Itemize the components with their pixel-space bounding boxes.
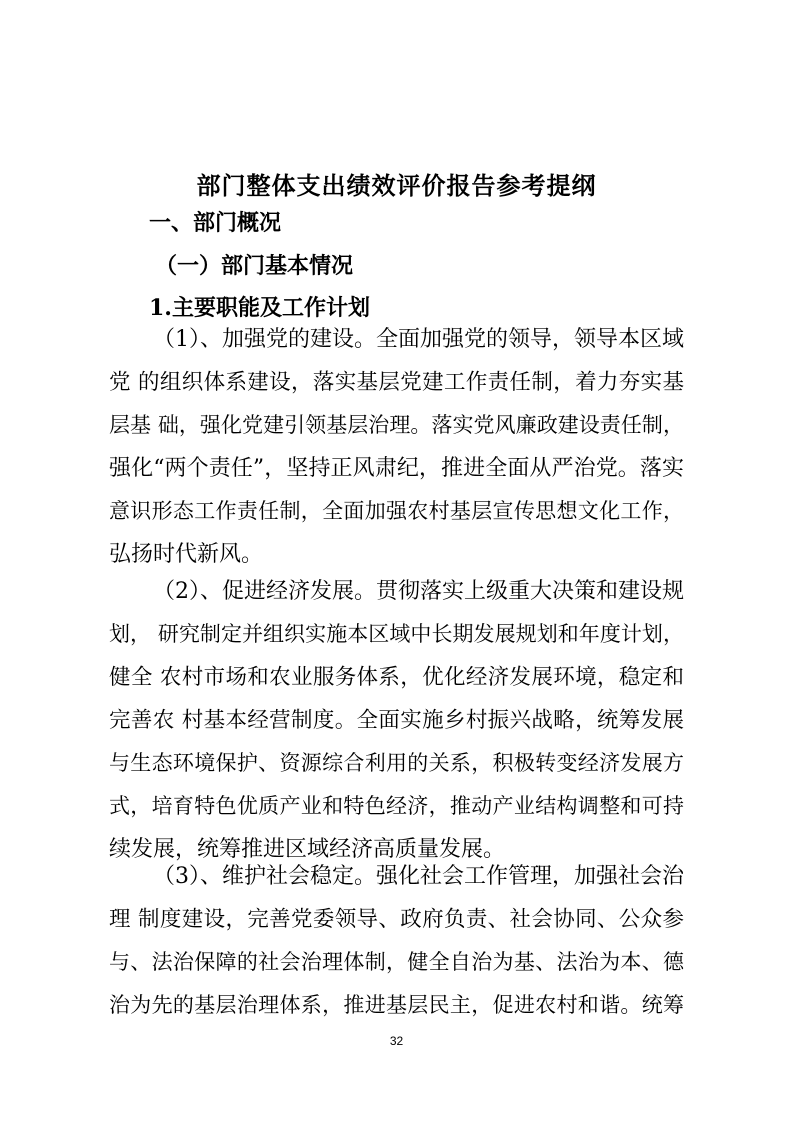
paragraph-line: 弘扬时代新风。 <box>109 542 264 567</box>
paragraph-line: 治为先的基层治理体系，推进基层民主，促进农村和谐。统筹 <box>109 993 684 1017</box>
document-title: 部门整体支出绩效评价报告参考提纲 <box>196 171 597 200</box>
paragraph-line: （3）、维护社会稳定。强化社会工作管理，加强社会治 <box>153 864 684 889</box>
paragraph-line: 意识形态工作责任制，全面加强农村基层宣传思想文化工作， <box>109 499 684 523</box>
paragraph-line: 层基 础，强化党建引领基层治理。落实党风廉政建设责任制， <box>109 413 684 437</box>
paragraph-line: 与生态环境保护、资源综合利用的关系，积极转变经济发展方 <box>109 751 684 775</box>
paragraph-line: 健全 农村市场和农业服务体系，优化经济发展环境，稳定和 <box>109 665 684 690</box>
paragraph-economic-development <box>109 570 684 871</box>
paragraph-social-stability <box>109 855 684 1027</box>
paragraph-party-building <box>109 318 684 576</box>
paragraph-line: （2）、促进经济发展。贯彻落实上级重大决策和建设规 <box>153 579 684 604</box>
paragraph-line: 强化“两个责任”，坚持正风肃纪，推进全面从严治党。落实 <box>109 456 684 481</box>
section-heading-overview: 一、部门概况 <box>149 210 282 236</box>
paragraph-line: 续发展，统筹推进区域经济高质量发展。 <box>109 837 506 862</box>
paragraph-line: 理 制度建设，完善党委领导、政府负责、社会协同、公众参 <box>109 907 684 932</box>
paragraph-line: 划， 研究制定并组织实施本区域中长期发展规划和年度计划， <box>109 622 684 646</box>
paragraph-line: 党 的组织体系建设，落实基层党建工作责任制，着力夯实基 <box>109 370 684 395</box>
item-heading-functions-plan: 1.主要职能及工作计划 <box>149 295 370 321</box>
subsection-heading-basic-info: （一）部门基本情况 <box>155 253 354 279</box>
paragraph-line: 式，培育特色优质产业和特色经济，推动产业结构调整和可持 <box>109 794 684 818</box>
paragraph-line: 完善农 村基本经营制度。全面实施乡村振兴战略，统筹发展 <box>109 708 684 733</box>
paragraph-line: 与、法治保障的社会治理体制，健全自治为基、法治为本、德 <box>109 950 684 974</box>
page-number: 32 <box>389 1034 404 1048</box>
paragraph-line: （1）、加强党的建设。全面加强党的领导，领导本区域 <box>153 327 684 352</box>
